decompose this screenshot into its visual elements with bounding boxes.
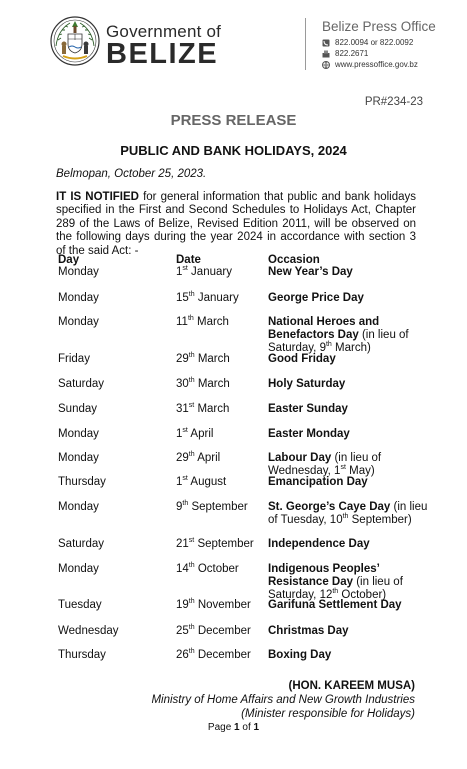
date-ordinal: st — [188, 402, 195, 410]
occasion-name: National Heroes and Benefactors Day — [268, 316, 380, 342]
press-release-heading: PRESS RELEASE — [170, 112, 297, 129]
holiday-day: Monday — [58, 316, 99, 328]
holiday-occasion — [268, 316, 428, 356]
occasion-name: Easter Sunday — [268, 403, 348, 415]
occasion-name: New Year’s Day — [268, 266, 353, 278]
holiday-date — [176, 452, 220, 465]
date-month: September — [194, 538, 254, 550]
holiday-date — [176, 625, 251, 638]
occasion-name: Emancipation Day — [268, 476, 368, 488]
intro-bold-lead: IT IS NOTIFIED — [56, 191, 139, 203]
holiday-occasion — [268, 625, 428, 638]
coat-of-arms-seal — [50, 16, 100, 66]
date-month: November — [194, 599, 251, 611]
date-month: March — [193, 316, 229, 328]
holiday-occasion — [268, 266, 428, 279]
occasion-note-ordinal: th — [332, 588, 339, 596]
holiday-day: Monday — [58, 428, 99, 440]
website-row — [322, 60, 418, 69]
holiday-day: Thursday — [58, 476, 106, 488]
ministry-name: Ministry of Home Affairs and New Growth Industries — [151, 694, 415, 706]
occasion-note-ordinal: th — [325, 341, 332, 349]
holiday-date — [176, 538, 254, 551]
date-number: 31 — [176, 403, 189, 415]
intro-body: for general information that public and bank holidays specified in the First and Second Schedules to Holidays Act, Chapter 289 of the Laws of Belize, Revised Edition 2011, will be observed on the following days during the year 2024 in accordance with section 3 of the said Act: - — [56, 191, 417, 257]
occasion-name: Labour Day — [268, 452, 332, 464]
occasion-note: (in lieu of Saturday, 12 — [268, 576, 403, 602]
holiday-date — [176, 563, 239, 576]
holiday-date — [176, 403, 229, 416]
date-ordinal: th — [188, 377, 195, 385]
document-title: PUBLIC AND BANK HOLIDAYS, 2024 — [120, 143, 347, 158]
website-link[interactable]: www.pressoffice.gov.bz — [335, 60, 418, 69]
government-of-label: Government of — [106, 22, 222, 41]
minister-note: (Minister responsible for Holidays) — [241, 708, 415, 720]
holiday-date — [176, 266, 232, 279]
holiday-date — [176, 378, 230, 391]
holiday-occasion — [268, 428, 428, 441]
date-number: 29 — [176, 353, 189, 365]
holiday-date — [176, 316, 229, 329]
column-header-occasion: Occasion — [268, 254, 320, 266]
holiday-date — [176, 476, 226, 489]
column-header-date: Date — [176, 254, 201, 266]
holiday-day: Monday — [58, 563, 99, 575]
holiday-day: Friday — [58, 353, 90, 365]
occasion-name: Christmas Day — [268, 625, 349, 637]
date-number: 1 — [176, 266, 183, 278]
occasion-note-end: October) — [338, 589, 387, 602]
holiday-occasion — [268, 378, 428, 391]
occasion-name: Independence Day — [268, 538, 370, 550]
date-number: 25 — [176, 625, 189, 637]
date-ordinal: th — [188, 624, 195, 632]
date-month: March — [194, 353, 230, 365]
page-total: 1 — [253, 722, 260, 733]
occasion-note: (in lieu of Saturday, 9 — [268, 329, 409, 355]
date-month: December — [194, 649, 251, 661]
date-number: 30 — [176, 378, 189, 390]
holiday-day: Monday — [58, 452, 99, 464]
holiday-occasion — [268, 649, 428, 662]
date-month: January — [187, 266, 232, 278]
page-current: 1 — [234, 722, 240, 733]
occasion-name: Garifuna Settlement Day — [268, 599, 402, 611]
holiday-date — [176, 501, 248, 514]
column-header-day: Day — [58, 254, 80, 266]
date-ordinal: th — [188, 291, 195, 299]
holiday-occasion — [268, 501, 428, 527]
date-ordinal: st — [188, 537, 195, 545]
date-month: August — [187, 476, 227, 488]
holiday-day: Saturday — [58, 538, 105, 550]
date-number: 14 — [176, 563, 189, 575]
date-number: 19 — [176, 599, 189, 611]
holiday-date — [176, 353, 230, 366]
holiday-occasion — [268, 292, 428, 305]
holiday-day: Sunday — [58, 403, 98, 415]
holiday-day: Wednesday — [58, 625, 119, 637]
date-number: 1 — [176, 428, 183, 440]
date-number: 15 — [176, 292, 189, 304]
holiday-occasion — [268, 538, 428, 551]
date-ordinal: th — [188, 562, 195, 570]
occasion-note-ordinal: th — [342, 513, 349, 521]
phone-icon — [322, 39, 330, 47]
date-number: 21 — [176, 538, 189, 550]
holiday-date — [176, 649, 251, 662]
phone-row — [322, 38, 413, 47]
date-ordinal: th — [182, 500, 189, 508]
date-month: March — [194, 378, 230, 390]
date-month: January — [194, 292, 239, 304]
phone-number: 822.0094 or 822.0092 — [335, 38, 414, 47]
date-month: September — [188, 501, 248, 513]
page-mid: of — [239, 722, 254, 733]
date-ordinal: th — [188, 648, 195, 656]
date-month: April — [187, 428, 214, 440]
occasion-name: Good Friday — [268, 353, 336, 365]
date-number: 1 — [176, 476, 183, 488]
holiday-occasion — [268, 563, 428, 603]
intro-paragraph — [56, 191, 416, 258]
fax-icon — [322, 50, 330, 58]
holiday-day: Tuesday — [58, 599, 102, 611]
holiday-occasion — [268, 599, 428, 612]
date-ordinal: st — [182, 427, 188, 435]
page-prefix: Page — [207, 722, 235, 733]
date-number: 11 — [176, 316, 188, 328]
holiday-occasion — [268, 353, 428, 366]
press-release-number: PR#234-23 — [364, 96, 423, 108]
date-number: 26 — [176, 649, 189, 661]
occasion-name: Boxing Day — [268, 649, 332, 661]
occasion-note: (in lieu of Tuesday, 10 — [268, 501, 428, 527]
globe-icon — [322, 61, 330, 69]
holiday-date — [176, 292, 239, 305]
occasion-name: St. George’s Caye Day — [268, 501, 391, 513]
occasion-note: (in lieu of Wednesday, 1 — [268, 452, 382, 478]
holiday-date — [176, 428, 213, 441]
date-ordinal: st — [182, 265, 188, 273]
date-ordinal: th — [188, 598, 195, 606]
occasion-name: George Price Day — [268, 292, 364, 304]
holiday-occasion — [268, 476, 428, 489]
date-ordinal: st — [182, 475, 188, 483]
fax-number: 822.2671 — [335, 49, 369, 58]
holiday-day: Monday — [58, 501, 99, 513]
date-month: April — [194, 452, 221, 464]
page-number — [0, 722, 467, 733]
date-month: December — [194, 625, 251, 637]
date-month: March — [194, 403, 230, 415]
date-ordinal: th — [188, 451, 195, 459]
occasion-note-end: March) — [331, 342, 371, 355]
header-divider — [305, 18, 306, 70]
date-number: 9 — [176, 501, 183, 513]
occasion-note-ordinal: st — [340, 464, 346, 472]
occasion-name: Indigenous Peoples’ Resistance Day — [268, 563, 380, 589]
holiday-day: Saturday — [58, 378, 105, 390]
date-ordinal: th — [187, 315, 194, 323]
date-number: 29 — [176, 452, 189, 464]
holiday-occasion — [268, 403, 428, 416]
fax-row — [322, 49, 368, 58]
holiday-date — [176, 599, 251, 612]
belize-wordmark: BELIZE — [106, 38, 219, 70]
signer-name: (HON. KAREEM MUSA) — [288, 680, 415, 692]
date-month: October — [194, 563, 239, 575]
occasion-note-end: May) — [345, 465, 375, 478]
press-office-title: Belize Press Office — [322, 19, 436, 34]
date-ordinal: th — [188, 352, 195, 360]
holiday-day: Monday — [58, 266, 99, 278]
dateline: Belmopan, October 25, 2023. — [56, 168, 207, 180]
holiday-day: Thursday — [58, 649, 106, 661]
occasion-name: Easter Monday — [268, 428, 350, 440]
holiday-occasion — [268, 452, 428, 478]
holiday-day: Monday — [58, 292, 99, 304]
occasion-name: Holy Saturday — [268, 378, 346, 390]
occasion-note-end: September) — [348, 514, 412, 527]
